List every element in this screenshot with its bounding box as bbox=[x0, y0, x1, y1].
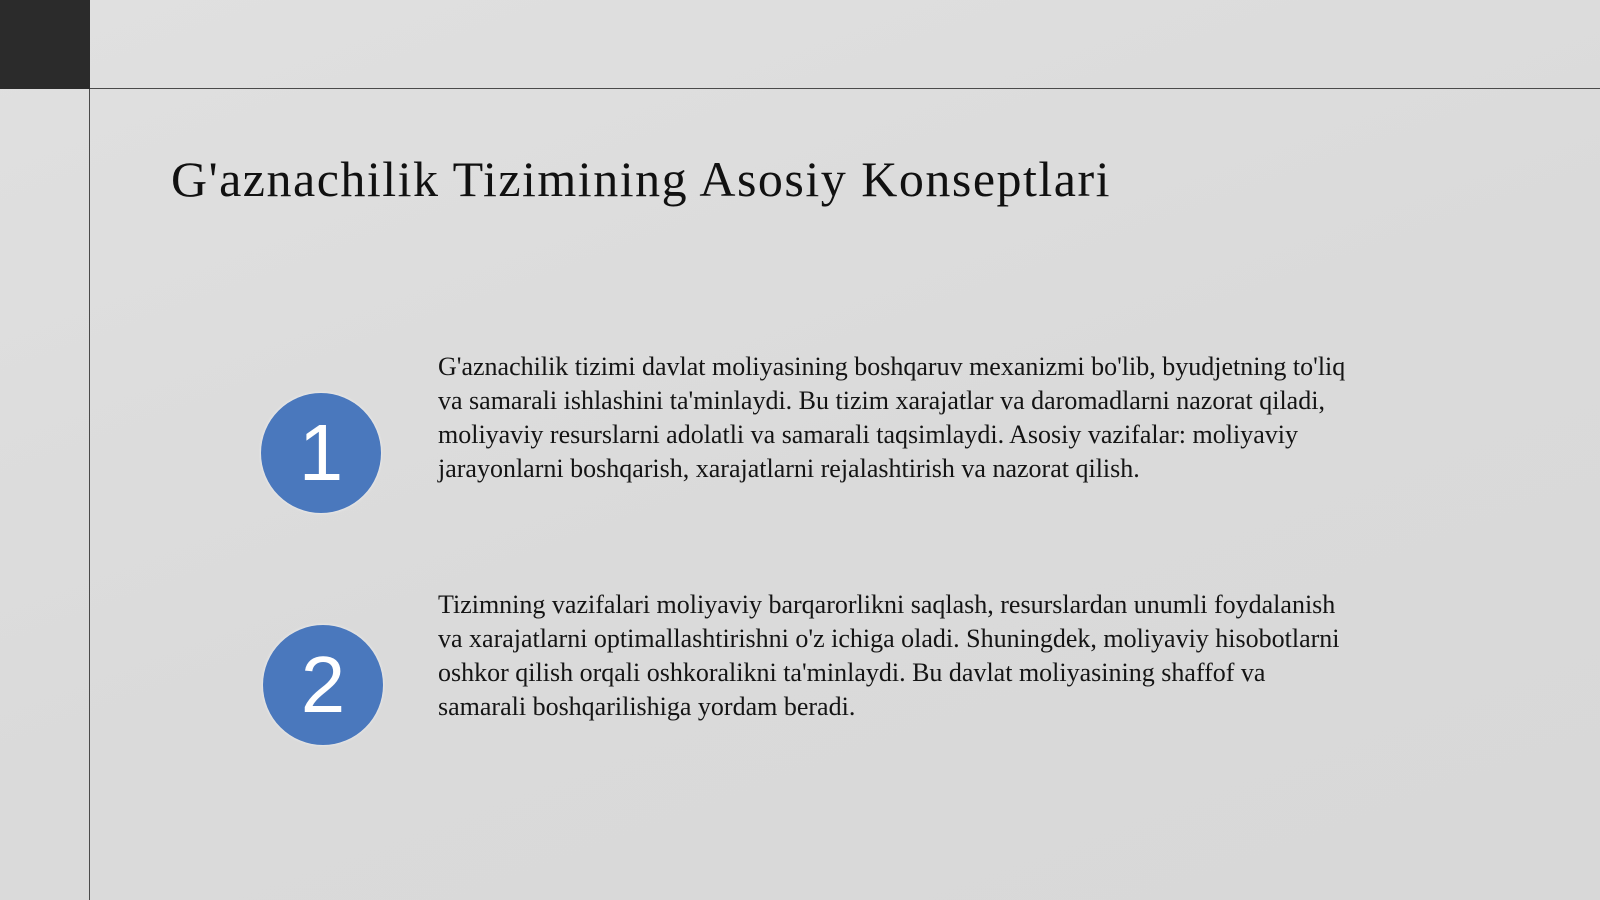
concept-text-2: Tizimning vazifalari moliyaviy barqarorlikni saqlash, resurslardan unumli foydalanish va xarajatlarni optimallashtirishni o'z ichiga oladi. Shuningdek, moliyaviy hisobotlarni oshkor qilish orqali oshkoralikni ta'minlaydi. Bu davlat moliyasining shaffof va samarali boshqarilishiga yordam beradi. bbox=[438, 590, 1340, 721]
slide-title: G'aznachilik Tizimining Asosiy Konseptlari bbox=[171, 151, 1112, 207]
corner-accent-block bbox=[0, 0, 90, 89]
left-divider-line bbox=[89, 89, 90, 900]
number-badge-2: 2 bbox=[263, 625, 383, 745]
concept-text-1: G'aznachilik tizimi davlat moliyasining boshqaruv mexanizmi bo'lib, byudjetning to'liq va samarali ishlashini ta'minlaydi. Bu tizim xarajatlar va daromadlarni nazorat qiladi, moliyaviy resurslarni adolatli va samarali taqsimlaydi. Asosiy vazifalar: moliyaviy jarayonlarni boshqarish, xarajatlarni rejalashtirish va nazorat qilish. bbox=[438, 352, 1346, 483]
number-badge-1: 1 bbox=[261, 393, 381, 513]
header-divider-line bbox=[90, 88, 1600, 89]
